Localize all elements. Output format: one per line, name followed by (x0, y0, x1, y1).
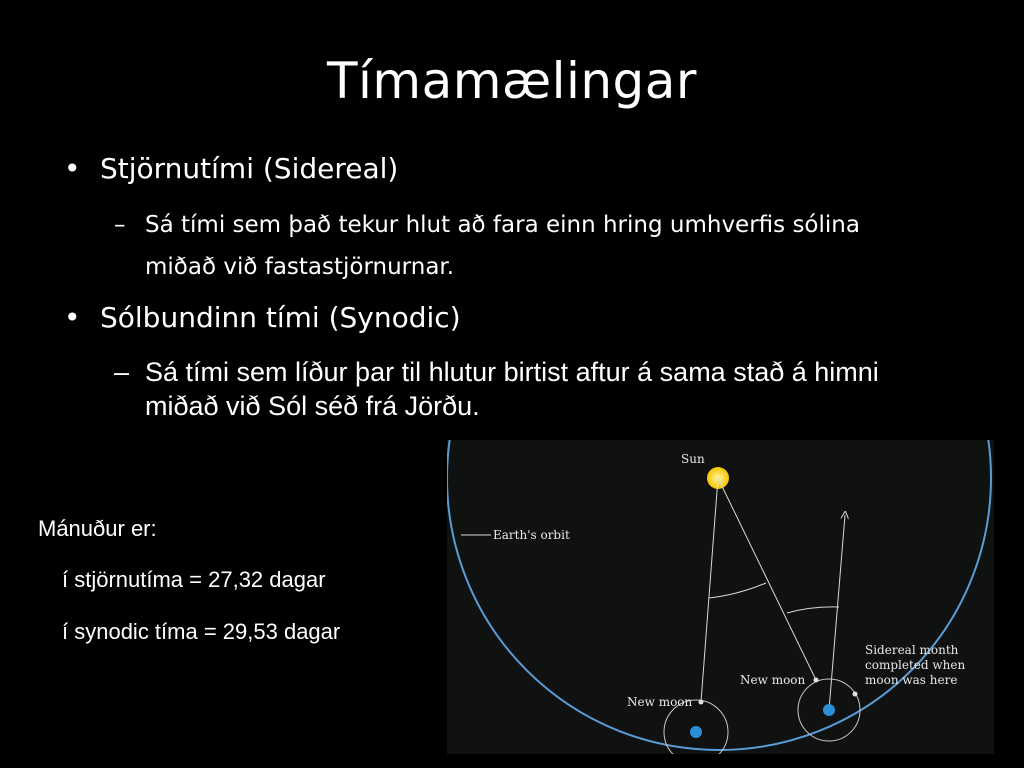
orbit-diagram-svg (447, 440, 994, 754)
angle-arc-right (787, 607, 839, 613)
new-moon-right-label: New moon (740, 673, 806, 687)
sidereal-label-line2: completed when (865, 658, 966, 672)
sidereal-moon-dot (853, 692, 858, 697)
earth-icon-right (823, 704, 835, 716)
sun-to-new-moon-left-line (701, 478, 718, 702)
slide-title: Tímamælingar (327, 52, 697, 110)
sidereal-month-value: í stjörnutíma = 27,32 dagar (62, 567, 326, 592)
new-moon-left-label: New moon (627, 695, 693, 709)
bullet-dot: • (64, 152, 81, 185)
month-heading: Mánuður er: (38, 516, 157, 541)
bullet-text: Sólbundinn tími (Synodic) (100, 301, 461, 334)
sidereal-direction-arrow (829, 515, 845, 710)
sub-bullet-dash: – (114, 357, 130, 387)
angle-arc-left (709, 583, 766, 598)
new-moon-right-dot (814, 678, 819, 683)
synodic-sidereal-diagram (447, 440, 994, 754)
sidereal-label-line1: Sidereal month (865, 643, 959, 657)
bullet-dot: • (64, 301, 81, 334)
new-moon-left-dot (699, 700, 704, 705)
sidereal-label-line3: moon was here (865, 673, 958, 687)
sub-bullet-text: Sá tími sem það tekur hlut að fara einn hring umhverfis sólina miðað við fastastjörnurnar. (145, 212, 860, 280)
bullet-text: Stjörnutími (Sidereal) (100, 152, 399, 185)
sun-label: Sun (681, 452, 705, 466)
earths-orbit-label: Earth's orbit (493, 528, 570, 542)
sun-to-new-moon-right-line (718, 478, 816, 680)
sub-bullet-text: Sá tími sem líður þar til hlutur birtist aftur á sama stað á himni miðað við Sól séð frá Jörðu. (145, 357, 879, 421)
synodic-month-value: í synodic tíma = 29,53 dagar (62, 619, 341, 644)
sub-bullet-dash: – (114, 212, 126, 238)
earth-icon-left (690, 726, 702, 738)
